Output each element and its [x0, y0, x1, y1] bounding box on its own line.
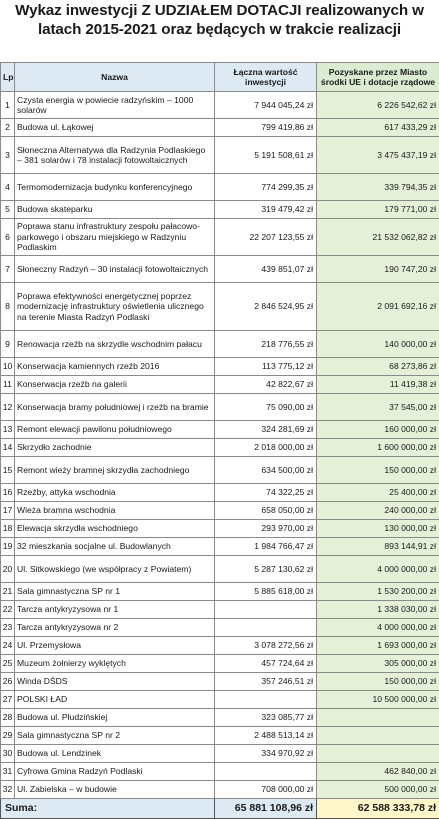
table-row	[1, 655, 439, 673]
row-total: 799 419,86 zł	[215, 119, 317, 137]
row-subsidy: 1 693 000,00 zł	[317, 637, 439, 655]
table-row	[1, 484, 439, 502]
row-total	[215, 691, 317, 709]
row-total: 293 970,00 zł	[215, 520, 317, 538]
table-row	[1, 283, 439, 331]
row-total: 113 775,12 zł	[215, 358, 317, 376]
row-name: Tarcza antykryzysowa nr 1	[15, 601, 215, 619]
row-subsidy	[317, 727, 439, 745]
row-subsidy: 339 794,35 zł	[317, 174, 439, 201]
row-lp: 30	[1, 745, 15, 763]
row-name: Budowa ul. Płudzińskiej	[15, 709, 215, 727]
row-lp: 10	[1, 358, 15, 376]
table-row	[1, 520, 439, 538]
row-total: 658 050,00 zł	[215, 502, 317, 520]
row-subsidy: 140 000,00 zł	[317, 331, 439, 358]
row-name: Renowacja rzeźb na skrzydle wschodnim pałacu	[15, 331, 215, 358]
row-lp: 2	[1, 119, 15, 137]
row-total: 774 299,35 zł	[215, 174, 317, 201]
header-total: Łączna wartość inwestycji	[215, 63, 317, 92]
row-lp: 9	[1, 331, 15, 358]
row-lp: 3	[1, 137, 15, 174]
row-total: 22 207 123,55 zł	[215, 219, 317, 256]
table-row	[1, 376, 439, 394]
row-total: 708 000,00 zł	[215, 781, 317, 799]
row-lp: 21	[1, 583, 15, 601]
row-total: 319 479,42 zł	[215, 201, 317, 219]
table-row	[1, 331, 439, 358]
row-total: 5 191 508,61 zł	[215, 137, 317, 174]
table-row	[1, 256, 439, 283]
row-subsidy: 6 226 542,62 zł	[317, 92, 439, 119]
row-lp: 14	[1, 439, 15, 457]
row-name: Ul. Zabielska – w budowie	[15, 781, 215, 799]
row-lp: 18	[1, 520, 15, 538]
row-name: 32 mieszkania socjalne ul. Budowlanych	[15, 538, 215, 556]
row-total: 218 776,55 zł	[215, 331, 317, 358]
row-subsidy: 3 475 437,19 zł	[317, 137, 439, 174]
row-name: Skrzydło zachodnie	[15, 439, 215, 457]
row-total: 2 846 524,95 zł	[215, 283, 317, 331]
row-name: Muzeum żołnierzy wyklętych	[15, 655, 215, 673]
row-total: 357 246,51 zł	[215, 673, 317, 691]
row-name: Winda DŚDS	[15, 673, 215, 691]
row-name: Konserwacja bramy południowej i rzeźb na bramie	[15, 394, 215, 421]
header-name: Nazwa	[15, 63, 215, 92]
table-row	[1, 781, 439, 799]
row-total	[215, 601, 317, 619]
row-subsidy: 2 091 692,16 zł	[317, 283, 439, 331]
table-row	[1, 709, 439, 727]
row-lp: 31	[1, 763, 15, 781]
table-row	[1, 619, 439, 637]
row-name: Słoneczny Radzyń – 30 instalacji fotowoltaicznych	[15, 256, 215, 283]
row-name: Remont elewacji pawilonu południowego	[15, 421, 215, 439]
row-total: 634 500,00 zł	[215, 457, 317, 484]
row-subsidy	[317, 745, 439, 763]
row-subsidy: 462 840,00 zł	[317, 763, 439, 781]
row-subsidy: 160 000,00 zł	[317, 421, 439, 439]
table-row	[1, 745, 439, 763]
row-total: 2 488 513,14 zł	[215, 727, 317, 745]
row-subsidy: 150 000,00 zł	[317, 673, 439, 691]
row-lp: 8	[1, 283, 15, 331]
row-lp: 25	[1, 655, 15, 673]
table-row	[1, 358, 439, 376]
row-name: Ul. Przemysłowa	[15, 637, 215, 655]
table-row	[1, 394, 439, 421]
row-name: Tarcza antykryzysowa nr 2	[15, 619, 215, 637]
table-row	[1, 421, 439, 439]
row-subsidy: 617 433,29 zł	[317, 119, 439, 137]
row-name: Słoneczna Alternatywa dla Radzynia Podlaskiego – 381 solarów i 78 instalacji fotowoltaicznych	[15, 137, 215, 174]
row-subsidy: 190 747,20 zł	[317, 256, 439, 283]
table-row	[1, 673, 439, 691]
row-name: Czysta energia w powiecie radzyńskim – 1000 solarów	[15, 92, 215, 119]
row-name: Wieża bramna wschodnia	[15, 502, 215, 520]
table-row	[1, 174, 439, 201]
table-row	[1, 439, 439, 457]
row-name: Remont wieży bramnej skrzydła zachodniego	[15, 457, 215, 484]
row-subsidy: 130 000,00 zł	[317, 520, 439, 538]
investments-table	[0, 62, 439, 819]
row-subsidy: 1 338 030,00 zł	[317, 601, 439, 619]
row-name: Sala gimnastyczna SP nr 2	[15, 727, 215, 745]
row-total: 439 851,07 zł	[215, 256, 317, 283]
row-subsidy: 179 771,00 zł	[317, 201, 439, 219]
table-body	[1, 92, 439, 799]
table-row	[1, 556, 439, 583]
row-subsidy: 11 419,38 zł	[317, 376, 439, 394]
row-total: 3 078 272,56 zł	[215, 637, 317, 655]
table-row	[1, 691, 439, 709]
row-subsidy: 240 000,00 zł	[317, 502, 439, 520]
row-subsidy: 37 545,00 zł	[317, 394, 439, 421]
row-subsidy: 305 000,00 zł	[317, 655, 439, 673]
table-row	[1, 538, 439, 556]
row-name: Rzeźby, attyka wschodnia	[15, 484, 215, 502]
row-lp: 13	[1, 421, 15, 439]
row-subsidy: 893 144,91 zł	[317, 538, 439, 556]
row-name: Konserwacja rzeźb na galerii	[15, 376, 215, 394]
row-lp: 24	[1, 637, 15, 655]
table-row	[1, 763, 439, 781]
table-row	[1, 137, 439, 174]
row-lp: 23	[1, 619, 15, 637]
row-lp: 16	[1, 484, 15, 502]
row-name: Cyfrowa Gmina Radzyń Podlaski	[15, 763, 215, 781]
sum-row	[1, 799, 439, 819]
row-total: 457 724,64 zł	[215, 655, 317, 673]
header-lp: Lp	[1, 63, 15, 92]
row-total: 75 090,00 zł	[215, 394, 317, 421]
table-row	[1, 201, 439, 219]
row-name: Sala gimnastyczna SP nr 1	[15, 583, 215, 601]
table-row	[1, 502, 439, 520]
row-lp: 19	[1, 538, 15, 556]
sum-total: 65 881 108,96 zł	[215, 799, 317, 819]
table-row	[1, 601, 439, 619]
row-name: Termomodernizacja budynku konferencyjnego	[15, 174, 215, 201]
row-subsidy: 1 600 000,00 zł	[317, 439, 439, 457]
table-row	[1, 119, 439, 137]
row-subsidy: 25 400,00 zł	[317, 484, 439, 502]
row-lp: 4	[1, 174, 15, 201]
table-row	[1, 219, 439, 256]
row-subsidy	[317, 709, 439, 727]
table-row	[1, 583, 439, 601]
row-name: Poprawa stanu infrastruktury zespołu pałacowo-parkowego i obszaru miejskiego w Radzyniu Podlaskim	[15, 219, 215, 256]
row-lp: 7	[1, 256, 15, 283]
row-lp: 6	[1, 219, 15, 256]
row-name: Elewacja skrzydła wschodniego	[15, 520, 215, 538]
header-subsidy: Pozyskane przez Miasto środki UE i dotacje rządowe	[317, 63, 439, 92]
table-row	[1, 92, 439, 119]
row-lp: 20	[1, 556, 15, 583]
row-total: 5 885 618,00 zł	[215, 583, 317, 601]
row-subsidy: 500 000,00 zł	[317, 781, 439, 799]
row-subsidy: 150 000,00 zł	[317, 457, 439, 484]
row-name: Budowa ul. Lendzinek	[15, 745, 215, 763]
row-name: Budowa ul. Łąkowej	[15, 119, 215, 137]
table-row	[1, 727, 439, 745]
row-name: Konserwacja kamiennych rzeźb 2016	[15, 358, 215, 376]
table-header-row	[1, 63, 439, 92]
row-total: 42 822,67 zł	[215, 376, 317, 394]
row-lp: 22	[1, 601, 15, 619]
sum-subsidy: 62 588 333,78 zł	[317, 799, 439, 819]
row-name: Poprawa efektywności energetycznej poprzez modernizację infrastruktury oświetlenia ulicznego na terenie Miasta Radzyń Podlaski	[15, 283, 215, 331]
row-total: 324 281,69 zł	[215, 421, 317, 439]
row-subsidy: 21 532 062,82 zł	[317, 219, 439, 256]
row-subsidy: 68 273,86 zł	[317, 358, 439, 376]
row-total: 323 085,77 zł	[215, 709, 317, 727]
page-title: Wykaz inwestycji Z UDZIAŁEM DOTACJI realizowanych w latach 2015-2021 oraz będących w trakcie realizacji	[0, 0, 439, 62]
row-lp: 29	[1, 727, 15, 745]
row-lp: 12	[1, 394, 15, 421]
row-total: 7 944 045,24 zł	[215, 92, 317, 119]
row-lp: 11	[1, 376, 15, 394]
row-subsidy: 4 000 000,00 zł	[317, 556, 439, 583]
row-total	[215, 763, 317, 781]
row-total: 334 970,92 zł	[215, 745, 317, 763]
row-subsidy: 1 530 200,00 zł	[317, 583, 439, 601]
row-total	[215, 619, 317, 637]
row-lp: 26	[1, 673, 15, 691]
table-row	[1, 637, 439, 655]
row-lp: 17	[1, 502, 15, 520]
row-lp: 1	[1, 92, 15, 119]
row-subsidy: 4 000 000,00 zł	[317, 619, 439, 637]
row-name: Ul. Sitkowskiego (we współpracy z Powiatem)	[15, 556, 215, 583]
table-row	[1, 457, 439, 484]
row-lp: 27	[1, 691, 15, 709]
row-name: POLSKI ŁAD	[15, 691, 215, 709]
row-total: 2 018 000,00 zł	[215, 439, 317, 457]
row-name: Budowa skateparku	[15, 201, 215, 219]
row-lp: 15	[1, 457, 15, 484]
row-total: 5 287 130,62 zł	[215, 556, 317, 583]
sum-label: Suma:	[1, 799, 215, 819]
row-lp: 28	[1, 709, 15, 727]
row-lp: 32	[1, 781, 15, 799]
row-lp: 5	[1, 201, 15, 219]
row-total: 74 322,25 zł	[215, 484, 317, 502]
row-total: 1 984 766,47 zł	[215, 538, 317, 556]
row-subsidy: 10 500 000,00 zł	[317, 691, 439, 709]
